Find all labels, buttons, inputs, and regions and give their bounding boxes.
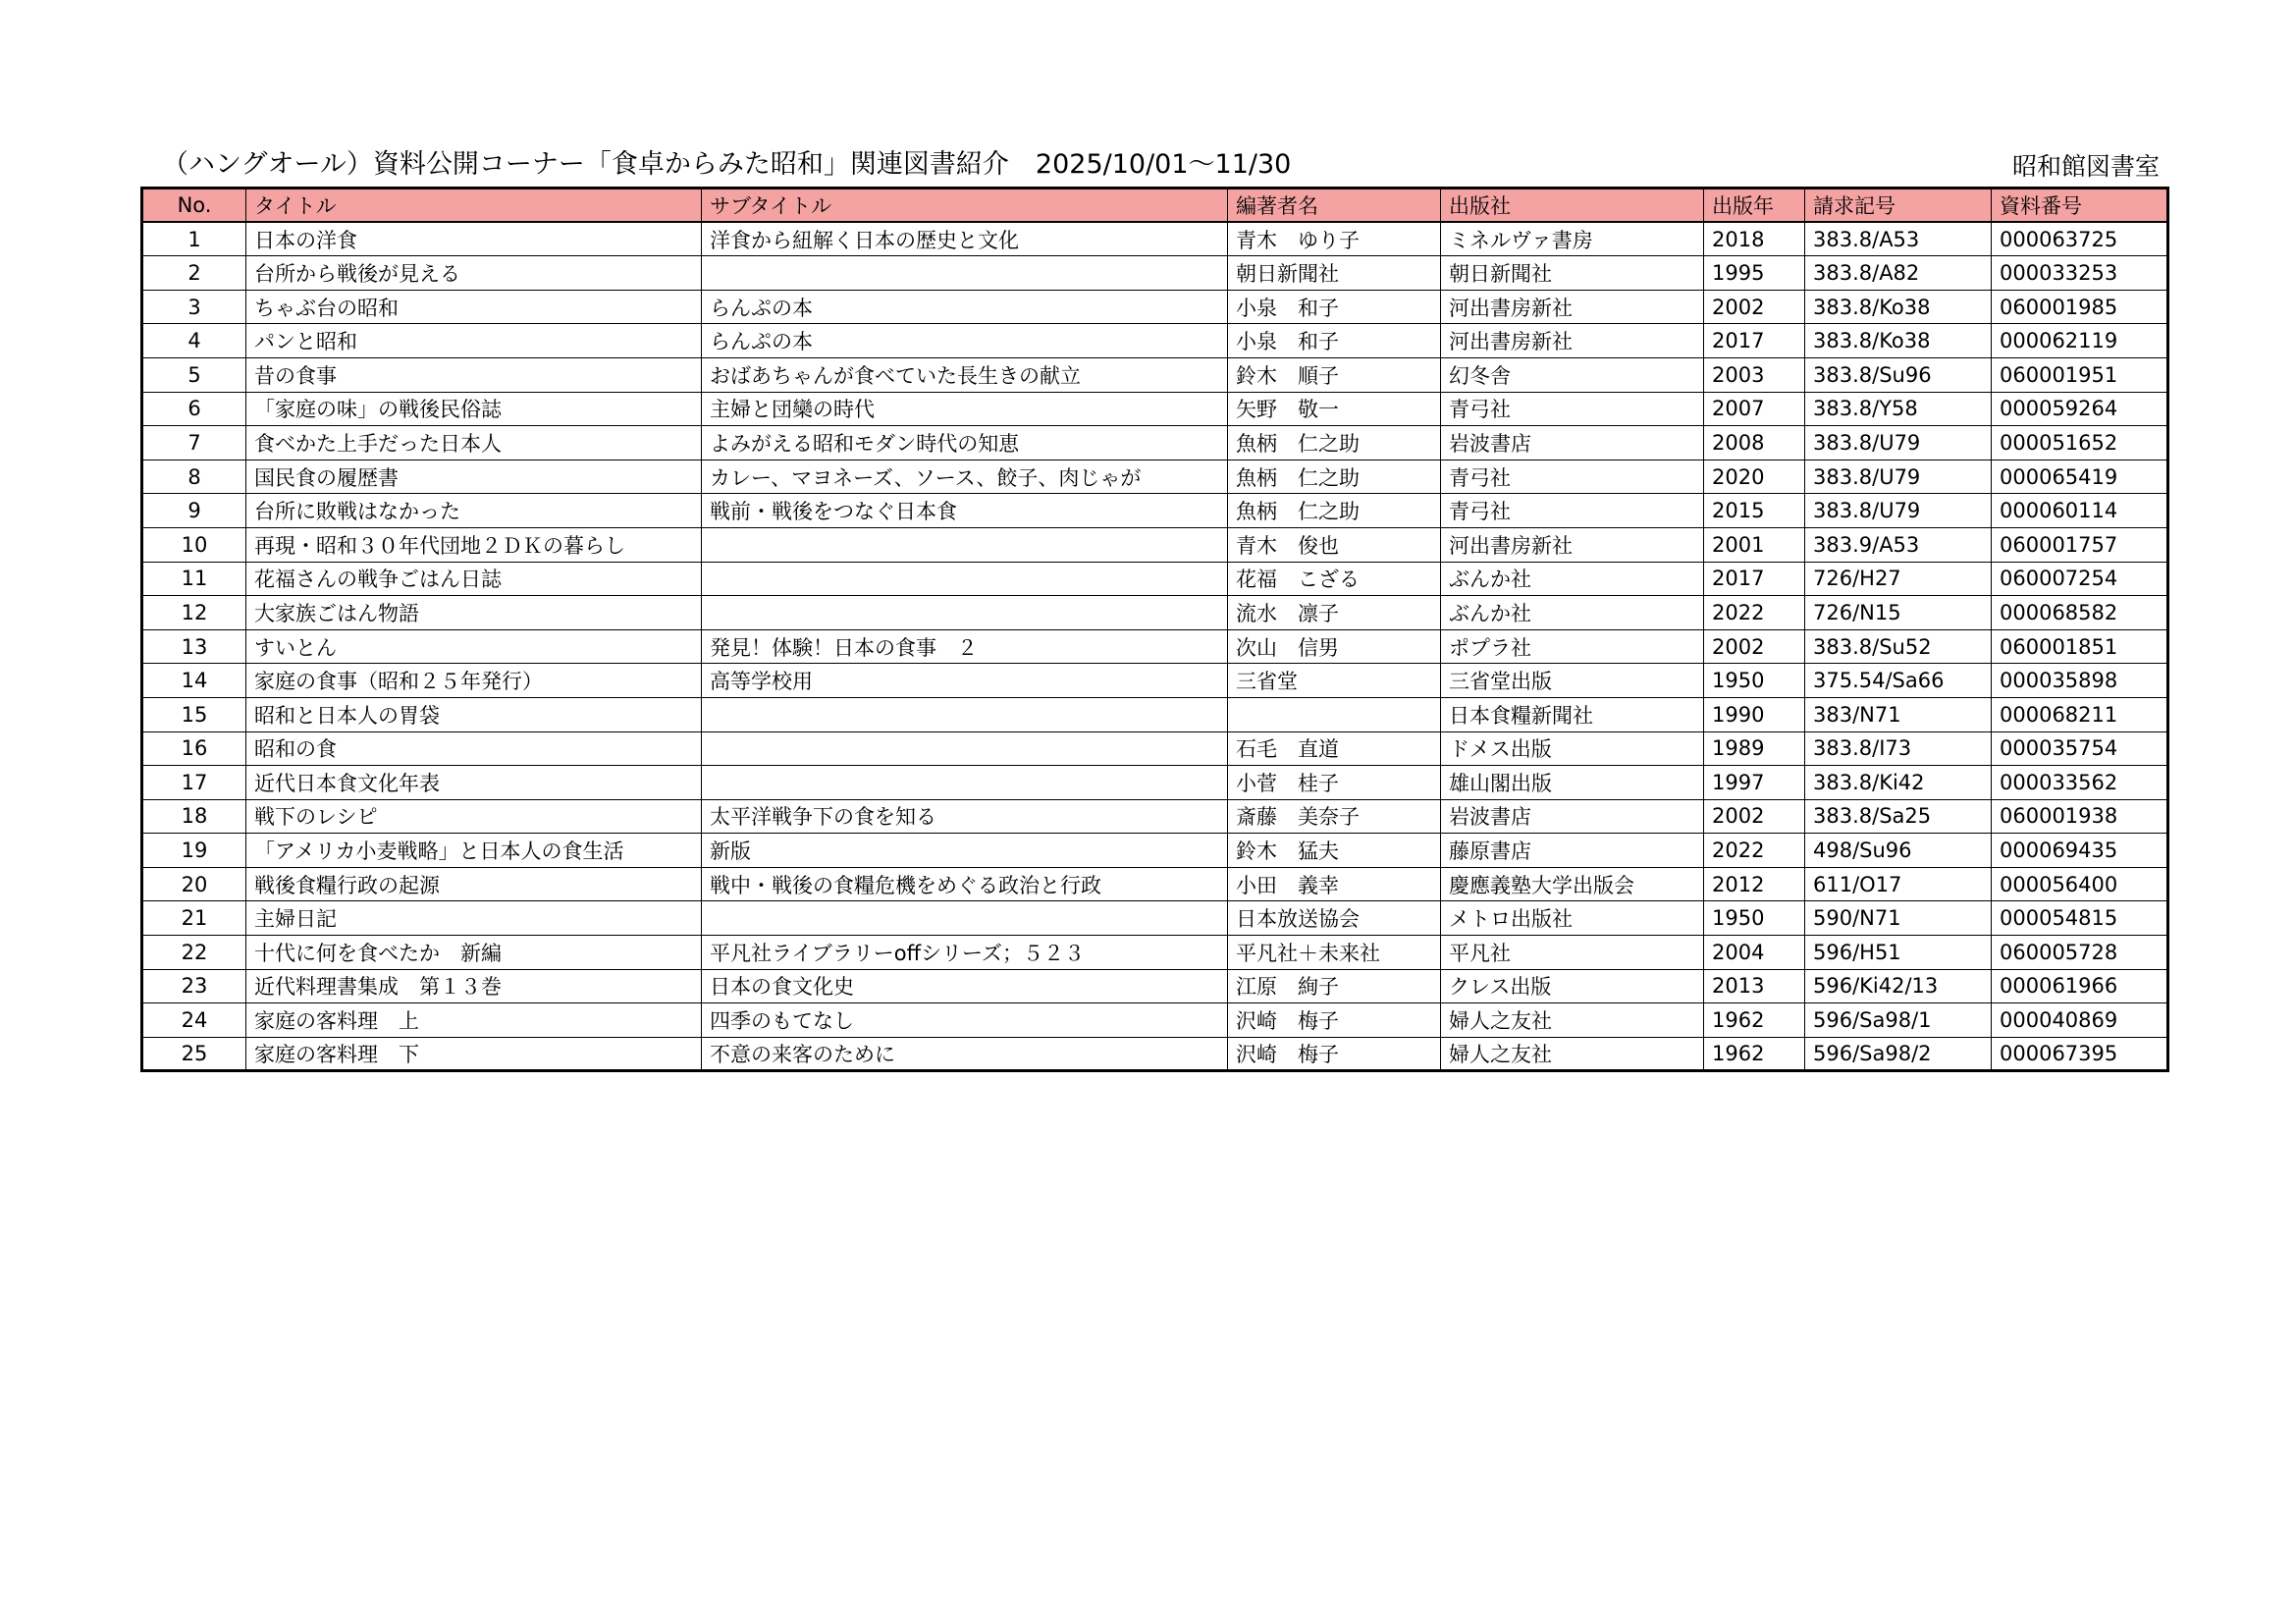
cell-title: 昔の食事 bbox=[246, 357, 702, 392]
cell-year: 2017 bbox=[1704, 324, 1805, 358]
cell-call-number: 375.54/Sa66 bbox=[1805, 664, 1992, 698]
cell-title: 家庭の客料理 下 bbox=[246, 1037, 702, 1071]
cell-publisher: 日本食糧新聞社 bbox=[1441, 697, 1704, 731]
cell-author: 鈴木 順子 bbox=[1228, 357, 1441, 392]
library-name: 昭和館図書室 bbox=[2011, 152, 2160, 181]
table-row bbox=[142, 324, 2168, 358]
cell-title: 近代料理書集成 第１３巻 bbox=[246, 969, 702, 1003]
cell-year: 2013 bbox=[1704, 969, 1805, 1003]
cell-subtitle: 四季のもてなし bbox=[702, 1003, 1228, 1038]
column-header-no: No. bbox=[142, 189, 246, 223]
cell-author: 魚柄 仁之助 bbox=[1228, 494, 1441, 528]
cell-title: 主婦日記 bbox=[246, 901, 702, 936]
cell-call-number: 383.8/Sa25 bbox=[1805, 799, 1992, 834]
cell-author: 魚柄 仁之助 bbox=[1228, 426, 1441, 460]
cell-author: 魚柄 仁之助 bbox=[1228, 460, 1441, 494]
cell-subtitle: 発見！体験！日本の食事 ２ bbox=[702, 629, 1228, 664]
cell-year: 1990 bbox=[1704, 697, 1805, 731]
cell-subtitle: 日本の食文化史 bbox=[702, 969, 1228, 1003]
cell-publisher: ポプラ社 bbox=[1441, 629, 1704, 664]
cell-no: 16 bbox=[142, 731, 246, 766]
cell-call-number: 383.8/U79 bbox=[1805, 494, 1992, 528]
cell-year: 2002 bbox=[1704, 290, 1805, 324]
table-row bbox=[142, 766, 2168, 800]
table-row bbox=[142, 357, 2168, 392]
cell-no: 24 bbox=[142, 1003, 246, 1038]
cell-year: 1997 bbox=[1704, 766, 1805, 800]
cell-author: 青木 ゆり子 bbox=[1228, 222, 1441, 256]
cell-call-number: 596/Sa98/1 bbox=[1805, 1003, 1992, 1038]
cell-call-number: 383.8/Ko38 bbox=[1805, 290, 1992, 324]
cell-title: 食べかた上手だった日本人 bbox=[246, 426, 702, 460]
table-row bbox=[142, 527, 2168, 562]
cell-subtitle bbox=[702, 697, 1228, 731]
cell-author: 矢野 敬一 bbox=[1228, 392, 1441, 426]
cell-author: 次山 信男 bbox=[1228, 629, 1441, 664]
cell-title: 大家族ごはん物語 bbox=[246, 596, 702, 630]
cell-author: 江原 絢子 bbox=[1228, 969, 1441, 1003]
cell-subtitle: 新版 bbox=[702, 834, 1228, 868]
cell-item-id: 000040869 bbox=[1992, 1003, 2168, 1038]
cell-subtitle bbox=[702, 527, 1228, 562]
cell-item-id: 000059264 bbox=[1992, 392, 2168, 426]
cell-no: 12 bbox=[142, 596, 246, 630]
cell-item-id: 000033253 bbox=[1992, 256, 2168, 291]
column-header-author: 編著者名 bbox=[1228, 189, 1441, 223]
cell-author: 三省堂 bbox=[1228, 664, 1441, 698]
cell-call-number: 383.8/U79 bbox=[1805, 460, 1992, 494]
cell-year: 2017 bbox=[1704, 562, 1805, 596]
cell-item-id: 000033562 bbox=[1992, 766, 2168, 800]
cell-year: 2002 bbox=[1704, 799, 1805, 834]
table-row bbox=[142, 867, 2168, 901]
cell-title: 近代日本食文化年表 bbox=[246, 766, 702, 800]
table-row bbox=[142, 596, 2168, 630]
cell-subtitle bbox=[702, 731, 1228, 766]
page-header bbox=[147, 145, 2160, 185]
cell-title: パンと昭和 bbox=[246, 324, 702, 358]
cell-publisher: 河出書房新社 bbox=[1441, 324, 1704, 358]
cell-year: 2020 bbox=[1704, 460, 1805, 494]
cell-subtitle: 戦中・戦後の食糧危機をめぐる政治と行政 bbox=[702, 867, 1228, 901]
cell-item-id: 060001851 bbox=[1992, 629, 2168, 664]
cell-subtitle bbox=[702, 256, 1228, 291]
cell-item-id: 060007254 bbox=[1992, 562, 2168, 596]
cell-subtitle: 平凡社ライブラリーoffシリーズ；５２３ bbox=[702, 936, 1228, 970]
cell-year: 1962 bbox=[1704, 1037, 1805, 1071]
cell-subtitle bbox=[702, 901, 1228, 936]
column-header-call-number: 請求記号 bbox=[1805, 189, 1992, 223]
cell-publisher: 平凡社 bbox=[1441, 936, 1704, 970]
cell-year: 2004 bbox=[1704, 936, 1805, 970]
book-list-table bbox=[140, 187, 2169, 1072]
cell-title: 「家庭の味」の戦後民俗誌 bbox=[246, 392, 702, 426]
cell-item-id: 000062119 bbox=[1992, 324, 2168, 358]
cell-item-id: 000065419 bbox=[1992, 460, 2168, 494]
cell-subtitle: 洋食から紐解く日本の歴史と文化 bbox=[702, 222, 1228, 256]
table-body bbox=[142, 222, 2168, 1071]
column-header-item-id: 資料番号 bbox=[1992, 189, 2168, 223]
cell-publisher: ミネルヴァ書房 bbox=[1441, 222, 1704, 256]
cell-author: 日本放送協会 bbox=[1228, 901, 1441, 936]
cell-author: 平凡社＋未来社 bbox=[1228, 936, 1441, 970]
cell-item-id: 060001757 bbox=[1992, 527, 2168, 562]
cell-call-number: 383.9/A53 bbox=[1805, 527, 1992, 562]
cell-item-id: 000051652 bbox=[1992, 426, 2168, 460]
cell-call-number: 498/Su96 bbox=[1805, 834, 1992, 868]
cell-no: 19 bbox=[142, 834, 246, 868]
table-row bbox=[142, 799, 2168, 834]
column-header-title: タイトル bbox=[246, 189, 702, 223]
cell-call-number: 383.8/Su96 bbox=[1805, 357, 1992, 392]
cell-item-id: 000061966 bbox=[1992, 969, 2168, 1003]
cell-title: 戦下のレシピ bbox=[246, 799, 702, 834]
table-row bbox=[142, 969, 2168, 1003]
cell-title: 昭和の食 bbox=[246, 731, 702, 766]
cell-publisher: 青弓社 bbox=[1441, 460, 1704, 494]
cell-year: 2003 bbox=[1704, 357, 1805, 392]
cell-no: 2 bbox=[142, 256, 246, 291]
cell-publisher: 岩波書店 bbox=[1441, 799, 1704, 834]
cell-publisher: 婦人之友社 bbox=[1441, 1003, 1704, 1038]
cell-no: 5 bbox=[142, 357, 246, 392]
cell-no: 23 bbox=[142, 969, 246, 1003]
cell-call-number: 383.8/Ki42 bbox=[1805, 766, 1992, 800]
cell-subtitle bbox=[702, 766, 1228, 800]
cell-publisher: 藤原書店 bbox=[1441, 834, 1704, 868]
cell-no: 25 bbox=[142, 1037, 246, 1071]
table-row bbox=[142, 629, 2168, 664]
column-header-publisher: 出版社 bbox=[1441, 189, 1704, 223]
cell-call-number: 596/Ki42/13 bbox=[1805, 969, 1992, 1003]
table-header bbox=[142, 189, 2168, 223]
table-row bbox=[142, 392, 2168, 426]
cell-no: 9 bbox=[142, 494, 246, 528]
cell-item-id: 000035754 bbox=[1992, 731, 2168, 766]
cell-publisher: 幻冬舎 bbox=[1441, 357, 1704, 392]
table-row bbox=[142, 222, 2168, 256]
cell-call-number: 726/H27 bbox=[1805, 562, 1992, 596]
cell-year: 2018 bbox=[1704, 222, 1805, 256]
cell-author: 小泉 和子 bbox=[1228, 324, 1441, 358]
cell-year: 2022 bbox=[1704, 596, 1805, 630]
cell-subtitle: 不意の来客のために bbox=[702, 1037, 1228, 1071]
cell-title: 日本の洋食 bbox=[246, 222, 702, 256]
cell-year: 2008 bbox=[1704, 426, 1805, 460]
cell-year: 2015 bbox=[1704, 494, 1805, 528]
cell-call-number: 383.8/A82 bbox=[1805, 256, 1992, 291]
cell-title: 昭和と日本人の胃袋 bbox=[246, 697, 702, 731]
cell-title: 「アメリカ小麦戦略」と日本人の食生活 bbox=[246, 834, 702, 868]
cell-title: ちゃぶ台の昭和 bbox=[246, 290, 702, 324]
cell-year: 1950 bbox=[1704, 901, 1805, 936]
cell-call-number: 383.8/Su52 bbox=[1805, 629, 1992, 664]
table-row bbox=[142, 664, 2168, 698]
cell-no: 14 bbox=[142, 664, 246, 698]
cell-call-number: 383.8/Ko38 bbox=[1805, 324, 1992, 358]
cell-publisher: ぶんか社 bbox=[1441, 596, 1704, 630]
cell-publisher: 河出書房新社 bbox=[1441, 527, 1704, 562]
cell-publisher: メトロ出版社 bbox=[1441, 901, 1704, 936]
cell-publisher: クレス出版 bbox=[1441, 969, 1704, 1003]
cell-author: 沢崎 梅子 bbox=[1228, 1037, 1441, 1071]
cell-year: 2001 bbox=[1704, 527, 1805, 562]
cell-no: 10 bbox=[142, 527, 246, 562]
cell-title: 再現・昭和３０年代団地２ＤＫの暮らし bbox=[246, 527, 702, 562]
cell-author: 花福 こざる bbox=[1228, 562, 1441, 596]
cell-author: 沢崎 梅子 bbox=[1228, 1003, 1441, 1038]
table-row bbox=[142, 697, 2168, 731]
cell-item-id: 000063725 bbox=[1992, 222, 2168, 256]
cell-subtitle: おばあちゃんが食べていた長生きの献立 bbox=[702, 357, 1228, 392]
cell-subtitle: 高等学校用 bbox=[702, 664, 1228, 698]
cell-year: 1962 bbox=[1704, 1003, 1805, 1038]
cell-title: すいとん bbox=[246, 629, 702, 664]
cell-author: 青木 俊也 bbox=[1228, 527, 1441, 562]
cell-subtitle: カレー、マヨネーズ、ソース、餃子、肉じゃが bbox=[702, 460, 1228, 494]
cell-subtitle: 主婦と団欒の時代 bbox=[702, 392, 1228, 426]
table-row bbox=[142, 460, 2168, 494]
cell-year: 1950 bbox=[1704, 664, 1805, 698]
table-row bbox=[142, 256, 2168, 291]
cell-publisher: 婦人之友社 bbox=[1441, 1037, 1704, 1071]
cell-year: 1995 bbox=[1704, 256, 1805, 291]
cell-item-id: 060001938 bbox=[1992, 799, 2168, 834]
cell-subtitle bbox=[702, 562, 1228, 596]
cell-publisher: 青弓社 bbox=[1441, 494, 1704, 528]
cell-year: 2002 bbox=[1704, 629, 1805, 664]
cell-call-number: 383.8/U79 bbox=[1805, 426, 1992, 460]
cell-subtitle bbox=[702, 596, 1228, 630]
cell-no: 15 bbox=[142, 697, 246, 731]
cell-publisher: ぶんか社 bbox=[1441, 562, 1704, 596]
table-row bbox=[142, 1003, 2168, 1038]
cell-no: 4 bbox=[142, 324, 246, 358]
cell-no: 13 bbox=[142, 629, 246, 664]
cell-no: 7 bbox=[142, 426, 246, 460]
cell-item-id: 000056400 bbox=[1992, 867, 2168, 901]
table-row bbox=[142, 936, 2168, 970]
cell-publisher: 岩波書店 bbox=[1441, 426, 1704, 460]
cell-title: 家庭の食事（昭和２５年発行） bbox=[246, 664, 702, 698]
cell-no: 17 bbox=[142, 766, 246, 800]
table-header-row bbox=[142, 189, 2168, 223]
cell-call-number: 383.8/Y58 bbox=[1805, 392, 1992, 426]
cell-author: 石毛 直道 bbox=[1228, 731, 1441, 766]
table-row bbox=[142, 1037, 2168, 1071]
cell-author: 小菅 桂子 bbox=[1228, 766, 1441, 800]
cell-author: 鈴木 猛夫 bbox=[1228, 834, 1441, 868]
cell-year: 1989 bbox=[1704, 731, 1805, 766]
cell-item-id: 000068211 bbox=[1992, 697, 2168, 731]
cell-publisher: 青弓社 bbox=[1441, 392, 1704, 426]
cell-subtitle: らんぷの本 bbox=[702, 324, 1228, 358]
cell-item-id: 000060114 bbox=[1992, 494, 2168, 528]
cell-item-id: 000069435 bbox=[1992, 834, 2168, 868]
cell-author: 朝日新聞社 bbox=[1228, 256, 1441, 291]
cell-item-id: 000054815 bbox=[1992, 901, 2168, 936]
cell-no: 1 bbox=[142, 222, 246, 256]
cell-title: 十代に何を食べたか 新編 bbox=[246, 936, 702, 970]
cell-item-id: 000035898 bbox=[1992, 664, 2168, 698]
cell-call-number: 383.8/I73 bbox=[1805, 731, 1992, 766]
cell-subtitle: よみがえる昭和モダン時代の知恵 bbox=[702, 426, 1228, 460]
table-row bbox=[142, 562, 2168, 596]
cell-item-id: 060005728 bbox=[1992, 936, 2168, 970]
table-row bbox=[142, 426, 2168, 460]
cell-title: 花福さんの戦争ごはん日誌 bbox=[246, 562, 702, 596]
cell-subtitle: 太平洋戦争下の食を知る bbox=[702, 799, 1228, 834]
cell-year: 2012 bbox=[1704, 867, 1805, 901]
cell-subtitle: らんぷの本 bbox=[702, 290, 1228, 324]
cell-no: 18 bbox=[142, 799, 246, 834]
cell-call-number: 596/H51 bbox=[1805, 936, 1992, 970]
cell-no: 8 bbox=[142, 460, 246, 494]
cell-item-id: 000068582 bbox=[1992, 596, 2168, 630]
column-header-year: 出版年 bbox=[1704, 189, 1805, 223]
cell-author: 小泉 和子 bbox=[1228, 290, 1441, 324]
cell-year: 2022 bbox=[1704, 834, 1805, 868]
cell-no: 20 bbox=[142, 867, 246, 901]
cell-title: 国民食の履歴書 bbox=[246, 460, 702, 494]
column-header-subtitle: サブタイトル bbox=[702, 189, 1228, 223]
cell-no: 3 bbox=[142, 290, 246, 324]
cell-call-number: 590/N71 bbox=[1805, 901, 1992, 936]
cell-call-number: 383/N71 bbox=[1805, 697, 1992, 731]
cell-publisher: 朝日新聞社 bbox=[1441, 256, 1704, 291]
cell-item-id: 060001951 bbox=[1992, 357, 2168, 392]
cell-title: 台所に敗戦はなかった bbox=[246, 494, 702, 528]
cell-publisher: 河出書房新社 bbox=[1441, 290, 1704, 324]
cell-call-number: 383.8/A53 bbox=[1805, 222, 1992, 256]
cell-publisher: 雄山閣出版 bbox=[1441, 766, 1704, 800]
cell-no: 11 bbox=[142, 562, 246, 596]
cell-no: 6 bbox=[142, 392, 246, 426]
table-row bbox=[142, 290, 2168, 324]
cell-subtitle: 戦前・戦後をつなぐ日本食 bbox=[702, 494, 1228, 528]
cell-call-number: 596/Sa98/2 bbox=[1805, 1037, 1992, 1071]
table-row bbox=[142, 834, 2168, 868]
cell-item-id: 000067395 bbox=[1992, 1037, 2168, 1071]
cell-author bbox=[1228, 697, 1441, 731]
table-row bbox=[142, 494, 2168, 528]
cell-item-id: 060001985 bbox=[1992, 290, 2168, 324]
cell-year: 2007 bbox=[1704, 392, 1805, 426]
cell-author: 斎藤 美奈子 bbox=[1228, 799, 1441, 834]
cell-publisher: 慶應義塾大学出版会 bbox=[1441, 867, 1704, 901]
cell-title: 家庭の客料理 上 bbox=[246, 1003, 702, 1038]
cell-author: 小田 義幸 bbox=[1228, 867, 1441, 901]
cell-no: 22 bbox=[142, 936, 246, 970]
cell-title: 台所から戦後が見える bbox=[246, 256, 702, 291]
cell-no: 21 bbox=[142, 901, 246, 936]
cell-call-number: 611/O17 bbox=[1805, 867, 1992, 901]
cell-publisher: ドメス出版 bbox=[1441, 731, 1704, 766]
page-title: （ハングオール）資料公開コーナー「食卓からみた昭和」関連図書紹介 2025/10/01～11/30 bbox=[162, 149, 1292, 180]
cell-title: 戦後食糧行政の起源 bbox=[246, 867, 702, 901]
cell-publisher: 三省堂出版 bbox=[1441, 664, 1704, 698]
cell-author: 流水 凛子 bbox=[1228, 596, 1441, 630]
table-row bbox=[142, 901, 2168, 936]
table-row bbox=[142, 731, 2168, 766]
cell-call-number: 726/N15 bbox=[1805, 596, 1992, 630]
